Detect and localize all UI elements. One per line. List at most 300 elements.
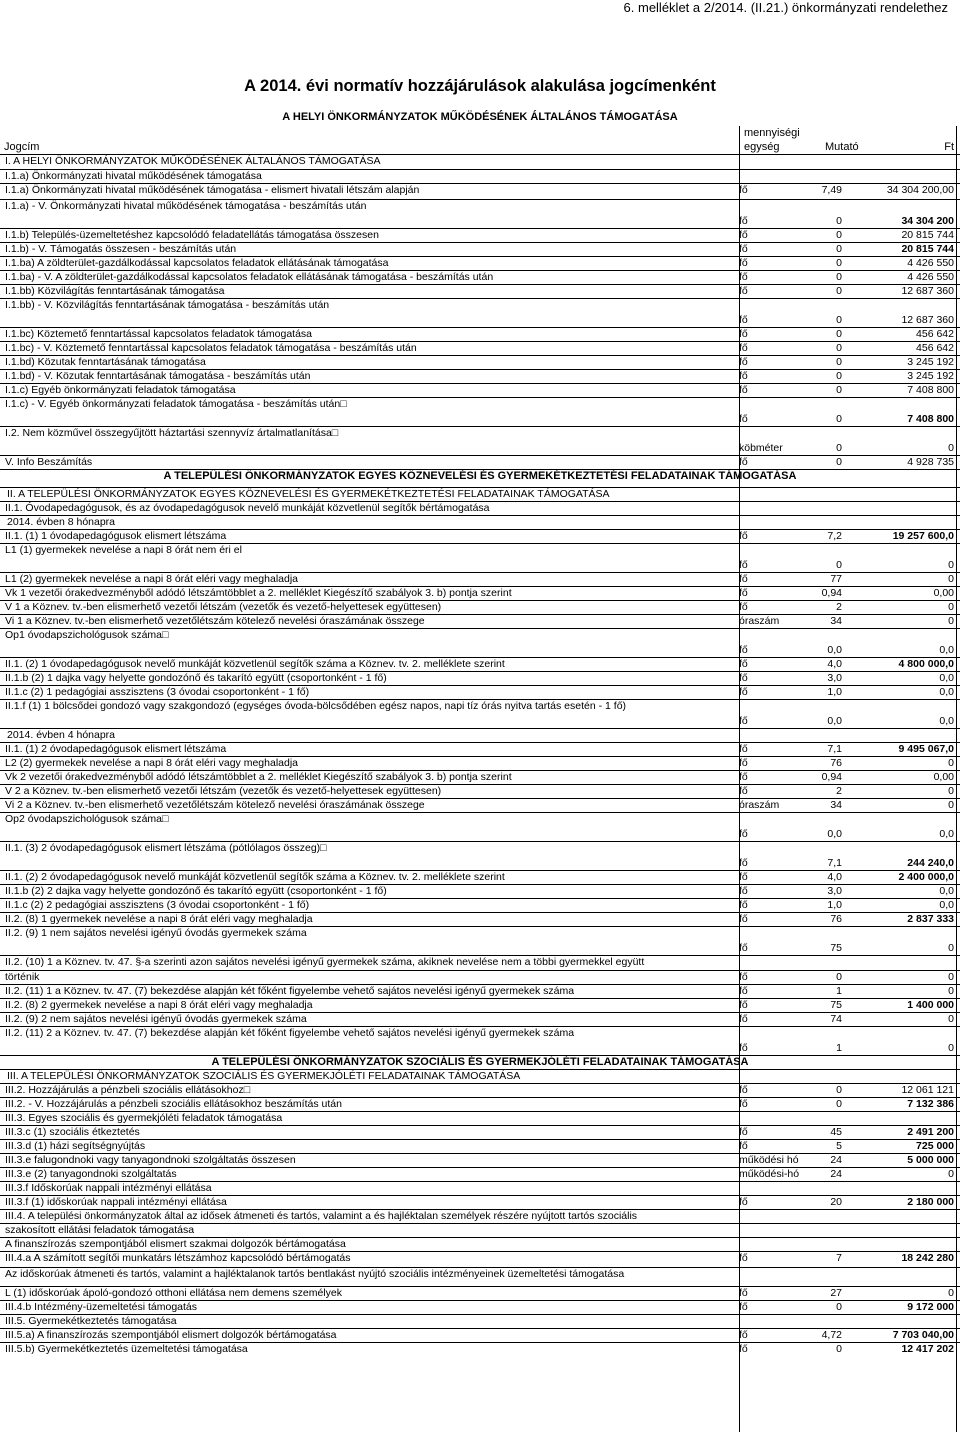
table-row — [0, 487, 960, 501]
row-mutato: 27 — [830, 1287, 842, 1299]
table-row — [0, 383, 960, 397]
row-unit: óraszám — [739, 615, 780, 627]
row-label: III.5.a) A finanszírozás szempontjából elismert dolgozók bértámogatása — [5, 1329, 337, 1341]
row-ft: 2 837 333 — [907, 913, 954, 925]
table-row — [0, 572, 960, 586]
row-unit: fő — [739, 1084, 748, 1096]
row-ft: 3 245 192 — [907, 370, 954, 382]
row-label: I.1.c) Egyéb önkormányzati feladatok támogatása — [5, 384, 236, 396]
row-ft: 0 — [948, 785, 954, 797]
table-row — [0, 341, 960, 355]
row-mutato: 0,94 — [821, 771, 842, 783]
row-unit: fő — [739, 871, 748, 883]
row-mutato: 0 — [836, 384, 842, 396]
row-ft: 7 408 800 — [907, 413, 954, 425]
row-mutato: 74 — [830, 1013, 842, 1025]
row-mutato: 0 — [836, 257, 842, 269]
row-label: III.4.a A számított segítői munkatárs létszámhoz kapcsolódó bértámogatás — [5, 1252, 351, 1264]
table-row — [0, 1251, 960, 1267]
row-unit: fő — [739, 757, 748, 769]
row-label: Vi 2 a Köznev. tv.-ben elismerhető vezetőlétszám kötelező nevelési óraszámának összege — [5, 799, 425, 811]
table-row — [0, 256, 960, 270]
table-row — [0, 327, 960, 341]
row-mutato: 0 — [836, 356, 842, 368]
row-label: II. A TELEPÜLÉSI ÖNKORMÁNYZATOK EGYES KÖZNEVELÉSI ÉS GYERMEKÉTKEZTETÉSI FELADATAINAK TÁMOGATÁSA — [7, 488, 610, 500]
row-unit: fő — [739, 971, 748, 983]
row-ft: 0 — [948, 559, 954, 571]
table-row — [0, 884, 960, 898]
row-mutato: 7,1 — [827, 857, 842, 869]
row-ft: 0,0 — [939, 686, 954, 698]
row-mutato: 0,0 — [827, 715, 842, 727]
table-row — [0, 369, 960, 383]
row-ft: 0 — [948, 573, 954, 585]
row-unit: fő — [739, 184, 748, 196]
table-row — [0, 543, 960, 572]
row-mutato: 4,0 — [827, 871, 842, 883]
table-row — [0, 1300, 960, 1314]
row-mutato: 7,2 — [827, 530, 842, 542]
row-mutato: 0,0 — [827, 644, 842, 656]
row-ft: 0,0 — [939, 828, 954, 840]
table-row — [0, 501, 960, 515]
row-mutato: 0 — [836, 1343, 842, 1355]
row-label: I.1.bb) - V. Közvilágítás fenntartásának támogatása - beszámítás után — [5, 299, 330, 311]
row-label: I.1.ba) A zöldterület-gazdálkodással kapcsolatos feladatok ellátásának támogatása — [5, 257, 389, 269]
row-label: szakosított ellátási feladatok támogatása — [5, 1224, 195, 1236]
header-ft: Ft — [944, 141, 954, 153]
row-ft: 9 172 000 — [907, 1301, 954, 1313]
row-mutato: 0 — [836, 229, 842, 241]
row-mutato: 20 — [830, 1196, 842, 1208]
row-label: 2014. évben 8 hónapra — [7, 516, 116, 528]
row-unit: fő — [739, 1343, 748, 1355]
row-mutato: 0 — [836, 328, 842, 340]
row-ft: 0 — [948, 942, 954, 954]
row-unit: fő — [739, 229, 748, 241]
table-row — [0, 183, 960, 199]
row-label: II.2. (8) 1 gyermekek nevelése a napi 8 órát eléri vagy meghaladja — [5, 913, 313, 925]
row-mutato: 0 — [836, 442, 842, 454]
row-label: II.2. (10) 1 a Köznev. tv. 47. §-a szerinti azon sajátos nevelési igényű gyermekek száma, akiknek nevelése nem a többi gyermekkel együtt — [5, 956, 645, 968]
row-mutato: 75 — [830, 942, 842, 954]
table-row — [0, 841, 960, 870]
row-unit: fő — [739, 1126, 748, 1138]
row-unit: fő — [739, 243, 748, 255]
row-ft: 2 491 200 — [907, 1126, 954, 1138]
row-label: II.1. (1) 2 óvodapedagógusok elismert létszáma — [5, 743, 227, 755]
table-row — [0, 1026, 960, 1055]
table-row — [0, 970, 960, 984]
row-label: I.1.c) - V. Egyéb önkormányzati feladatok támogatása - beszámítás után□ — [5, 398, 347, 410]
row-ft: 0,0 — [939, 885, 954, 897]
row-label: Vi 1 a Köznev. tv.-ben elismerhető vezetőlétszám kötelező nevelési óraszámának összege — [5, 615, 425, 627]
row-label: II.2. (8) 2 gyermekek nevelése a napi 8 órát eléri vagy meghaladja — [5, 999, 313, 1011]
row-ft: 0 — [948, 757, 954, 769]
row-label: II.1.b (2) 1 dajka vagy helyette gondozónő és takarító együtt (csoportonként - 1 fő) — [5, 672, 387, 684]
page-subtitle: A HELYI ÖNKORMÁNYZATOK MŰKÖDÉSÉNEK ÁLTALÁNOS TÁMOGATÁSA — [282, 111, 678, 123]
row-mutato: 0 — [836, 215, 842, 227]
row-label: L (1) időskorúak ápoló-gondozó otthoni ellátása nem demens személyek — [5, 1287, 342, 1299]
row-label: L1 (2) gyermekek nevelése a napi 8 órát eléri vagy meghaladja — [5, 573, 299, 585]
row-unit: óraszám — [739, 799, 780, 811]
row-label: III.3.e falugondnoki vagy tanyagondnoki szolgáltatás összesen — [5, 1154, 296, 1166]
row-label: II.2. (11) 1 a Köznev. tv. 47. (7) bekezdése alapján két főként figyelembe vehető sajátos nevelési igényű gyermekek száma — [5, 985, 575, 997]
table-row — [0, 984, 960, 998]
row-ft: 18 242 280 — [901, 1252, 954, 1264]
row-ft: 0,0 — [939, 644, 954, 656]
row-mutato: 5 — [836, 1140, 842, 1152]
row-mutato: 0,94 — [821, 587, 842, 599]
row-mutato: 77 — [830, 573, 842, 585]
table-row — [0, 728, 960, 742]
row-label: Vk 1 vezetői órakedvezményből adódó létszámtöbblet a 2. melléklet Kiegészítő szabályok 3. b) pontja szerint — [5, 587, 512, 599]
row-ft: 0 — [948, 1013, 954, 1025]
row-unit: fő — [739, 785, 748, 797]
top-note: 6. melléklet a 2/2014. (II.21.) önkormányzati rendelethez — [623, 0, 948, 15]
table-row — [0, 515, 960, 529]
row-ft: 34 304 200,00 — [886, 184, 954, 196]
row-mutato: 0 — [836, 559, 842, 571]
row-mutato: 0 — [836, 456, 842, 468]
row-unit: fő — [739, 356, 748, 368]
row-ft: 1 400 000 — [907, 999, 954, 1011]
table-row — [0, 870, 960, 884]
row-unit: fő — [739, 587, 748, 599]
row-label: II.1. (2) 1 óvodapedagógusok nevelő munkáját közvetlenül segítők száma a Köznev. tv. 2. melléklete szerint — [5, 658, 505, 670]
row-label: Op2 óvodapszichológusok száma□ — [5, 813, 169, 825]
row-label: I.1.b) - V. Támogatás összesen - beszámítás után — [5, 243, 237, 255]
row-label: I.1.bc) Köztemető fenntartással kapcsolatos feladatok támogatása — [5, 328, 313, 340]
table-row — [0, 699, 960, 728]
row-label: II.1. (3) 2 óvodapedagógusok elismert létszáma (pótlólagos összeg)□ — [5, 842, 327, 854]
row-label: III.2. Hozzájárulás a pénzbeli szociális ellátásokhoz□ — [5, 1084, 251, 1096]
row-unit: fő — [739, 456, 748, 468]
row-label: II.1. (2) 2 óvodapedagógusok nevelő munkáját közvetlenül segítők száma a Köznev. tv. 2. melléklete szerint — [5, 871, 505, 883]
row-label: A TELEPÜLÉSI ÖNKORMÁNYZATOK SZOCIÁLIS ÉS GYERMEKJÓLÉTI FELADATAINAK TÁMOGATÁSA — [211, 1056, 749, 1068]
row-label: III.5. Gyermekétkeztetés támogatása — [5, 1315, 177, 1327]
row-label: III.3. Egyes szociális és gyermekjóléti feladatok támogatása — [5, 1112, 283, 1124]
row-unit: működési-hó — [739, 1168, 800, 1180]
row-mutato: 0 — [836, 243, 842, 255]
row-ft: 7 408 800 — [907, 384, 954, 396]
row-ft: 4 928 735 — [907, 456, 954, 468]
row-ft: 12 061 121 — [901, 1084, 954, 1096]
row-label: I.1.bd) - V. Közutak fenntartásának támogatása - beszámítás után — [5, 370, 311, 382]
table-row — [0, 169, 960, 183]
row-ft: 4 426 550 — [907, 257, 954, 269]
row-mutato: 3,0 — [827, 885, 842, 897]
row-label: II.1. (1) 1 óvodapedagógusok elismert létszáma — [5, 530, 227, 542]
row-ft: 456 642 — [916, 328, 954, 340]
table-row — [0, 1314, 960, 1328]
row-ft: 0,0 — [939, 672, 954, 684]
row-label: II.2. (9) 2 nem sajátos nevelési igényű óvodás gyermekek száma — [5, 1013, 307, 1025]
row-ft: 0 — [948, 1287, 954, 1299]
row-unit: fő — [739, 1301, 748, 1313]
row-ft: 2 400 000,0 — [898, 871, 954, 883]
row-label: III.3.d (1) házi segítségnyújtás — [5, 1140, 146, 1152]
table-row — [0, 628, 960, 657]
row-ft: 0,00 — [933, 771, 954, 783]
row-unit: fő — [739, 257, 748, 269]
row-ft: 0,00 — [933, 587, 954, 599]
row-ft: 20 815 744 — [901, 229, 954, 241]
row-ft: 19 257 600,0 — [892, 530, 954, 542]
row-ft: 0,0 — [939, 715, 954, 727]
row-ft: 0 — [948, 1042, 954, 1054]
row-mutato: 0 — [836, 1301, 842, 1313]
row-mutato: 0 — [836, 314, 842, 326]
table-row — [0, 600, 960, 614]
table-row — [0, 1083, 960, 1097]
row-label: II.1.c (2) 1 pedagógiai asszisztens (3 óvodai csoportonként - 1 fő) — [5, 686, 310, 698]
section-heading — [0, 469, 960, 487]
row-mutato: 24 — [830, 1154, 842, 1166]
row-unit: fő — [739, 271, 748, 283]
table-row — [0, 242, 960, 256]
row-mutato: 1,0 — [827, 899, 842, 911]
row-label: Az időskorúak átmeneti és tartós, valamint a hajléktalanok tartós bentlakást nyújtó szociális intézményeinek üzemeltetési támogatása — [5, 1268, 625, 1280]
page-title: A 2014. évi normatív hozzájárulások alakulása jogcímenként — [244, 77, 716, 95]
row-ft: 9 495 067,0 — [898, 743, 954, 755]
table-row — [0, 742, 960, 756]
row-mutato: 7,49 — [821, 184, 842, 196]
header-mutato: Mutató — [825, 141, 859, 153]
row-label: I. A HELYI ÖNKORMÁNYZATOK MŰKÖDÉSÉNEK ÁLTALÁNOS TÁMOGATÁSA — [5, 155, 381, 167]
row-mutato: 0 — [836, 971, 842, 983]
row-unit: fő — [739, 559, 748, 571]
row-unit: fő — [739, 530, 748, 542]
table-row — [0, 270, 960, 284]
row-mutato: 4,0 — [827, 658, 842, 670]
row-unit: fő — [739, 1013, 748, 1025]
row-label: A TELEPÜLÉSI ÖNKORMÁNYZATOK EGYES KÖZNEVELÉSI ÉS GYERMEKÉTKEZTETÉSI FELADATAINAK TÁMOGATÁSA — [163, 470, 797, 482]
table-row — [0, 1181, 960, 1195]
row-unit: fő — [739, 215, 748, 227]
row-unit: köbméter — [739, 442, 783, 454]
row-label: V 2 a Köznev. tv.-ben elismerhető vezetői létszám (vezetők és vezető-helyettesek együttesen) — [5, 785, 442, 797]
row-label: II.2. (11) 2 a Köznev. tv. 47. (7) bekezdése alapján két főként figyelembe vehető sajátos nevelési igényű gyermekek száma — [5, 1027, 575, 1039]
row-label: III.5.b) Gyermekétkeztetés üzemeltetési támogatása — [5, 1343, 248, 1355]
table-row — [0, 228, 960, 242]
table-row — [0, 586, 960, 600]
row-label: 2014. évben 4 hónapra — [7, 729, 116, 741]
row-label: L1 (1) gyermekek nevelése a napi 8 órát nem éri el — [5, 544, 242, 556]
table-row — [0, 912, 960, 926]
table-row — [0, 1139, 960, 1153]
row-ft: 2 180 000 — [907, 1196, 954, 1208]
table-row — [0, 1267, 960, 1286]
row-unit: fő — [739, 1042, 748, 1054]
row-unit: fő — [739, 771, 748, 783]
table-row — [0, 1286, 960, 1300]
row-ft: 4 426 550 — [907, 271, 954, 283]
row-label: I.1.bd) Közutak fenntartásának támogatása — [5, 356, 206, 368]
row-mutato: 45 — [830, 1126, 842, 1138]
row-unit: fő — [739, 985, 748, 997]
row-label: II.1. Óvodapedagógusok, és az óvodapedagógusok nevelő munkáját közvetlenül segítők bértámogatása — [5, 502, 490, 514]
row-unit: fő — [739, 913, 748, 925]
table-row — [0, 529, 960, 543]
row-mutato: 3,0 — [827, 672, 842, 684]
table-row — [0, 1223, 960, 1237]
row-ft: 0 — [948, 615, 954, 627]
row-mutato: 4,72 — [821, 1329, 842, 1341]
row-ft: 12 687 360 — [901, 314, 954, 326]
row-mutato: 1,0 — [827, 686, 842, 698]
table-row — [0, 657, 960, 671]
row-mutato: 7,1 — [827, 743, 842, 755]
row-label: II.1.b (2) 2 dajka vagy helyette gondozónő és takarító együtt (csoportonként - 1 fő) — [5, 885, 387, 897]
row-label: III.3.e (2) tanyagondnoki szolgáltatás — [5, 1168, 177, 1180]
row-mutato: 0 — [836, 1084, 842, 1096]
row-label: V. Info Beszámítás — [5, 456, 93, 468]
table-row — [0, 955, 960, 970]
row-unit: fő — [739, 1287, 748, 1299]
row-unit: fő — [739, 828, 748, 840]
table-row — [0, 1153, 960, 1167]
row-label: A finanszírozás szempontjából elismert szakmai dolgozók bértámogatása — [5, 1238, 346, 1250]
table-row — [0, 1012, 960, 1026]
table-row — [0, 455, 960, 469]
row-label: II.2. (9) 1 nem sajátos nevelési igényű óvodás gyermekek száma — [5, 927, 307, 939]
table-row — [0, 284, 960, 298]
row-unit: fő — [739, 370, 748, 382]
row-ft: 4 800 000,0 — [898, 658, 954, 670]
row-label: III.3.f (1) időskorúak nappali intézményi ellátása — [5, 1196, 227, 1208]
table-row — [0, 1209, 960, 1223]
row-unit: fő — [739, 658, 748, 670]
row-unit: fő — [739, 342, 748, 354]
row-label: V 1 a Köznev. tv.-ben elismerhető vezetői létszám (vezetők és vezető-helyettesek együttesen) — [5, 601, 442, 613]
row-ft: 725 000 — [916, 1140, 954, 1152]
row-mutato: 34 — [830, 615, 842, 627]
table-row — [0, 685, 960, 699]
row-unit: fő — [739, 715, 748, 727]
row-ft: 0 — [948, 985, 954, 997]
row-mutato: 1 — [836, 1042, 842, 1054]
row-ft: 5 000 000 — [907, 1154, 954, 1166]
row-label: I.1.a) Önkormányzati hivatal működésének támogatása — [5, 170, 262, 182]
row-mutato: 76 — [830, 757, 842, 769]
data-table — [0, 155, 960, 1356]
row-ft: 34 304 200 — [901, 215, 954, 227]
row-label: I.1.ba) - V. A zöldterület-gazdálkodással kapcsolatos feladatok ellátásának támogatása - beszámítás után — [5, 271, 494, 283]
row-ft: 244 240,0 — [907, 857, 954, 869]
row-mutato: 0 — [836, 271, 842, 283]
row-mutato: 34 — [830, 799, 842, 811]
row-label: II.1.f (1) 1 bölcsődei gondozó vagy szakgondozó (egységes óvoda-bölcsődében egész napos, napi tíz órás nyitva tartás esetén - 1 fő) — [5, 700, 627, 712]
row-unit: fő — [739, 885, 748, 897]
row-mutato: 0 — [836, 285, 842, 297]
table-row — [0, 1111, 960, 1125]
row-ft: 7 703 040,00 — [892, 1329, 954, 1341]
table-row — [0, 155, 960, 169]
row-ft: 456 642 — [916, 342, 954, 354]
row-ft: 0,0 — [939, 899, 954, 911]
row-label: III.4. A települési önkormányzatok által az idősek átmeneti és tartós, valamint a és hajléktalan személyek részére nyújtott tartós szociális — [5, 1210, 638, 1222]
row-unit: fő — [739, 1098, 748, 1110]
row-unit: fő — [739, 285, 748, 297]
row-unit: fő — [739, 743, 748, 755]
table-row — [0, 1069, 960, 1083]
row-mutato: 0 — [836, 1098, 842, 1110]
table-row — [0, 784, 960, 798]
row-mutato: 76 — [830, 913, 842, 925]
row-unit: fő — [739, 1196, 748, 1208]
row-unit: fő — [739, 1252, 748, 1264]
table-row — [0, 426, 960, 455]
row-mutato: 0 — [836, 370, 842, 382]
row-unit: fő — [739, 328, 748, 340]
table-row — [0, 1167, 960, 1181]
row-unit: fő — [739, 314, 748, 326]
row-mutato: 2 — [836, 785, 842, 797]
row-unit: fő — [739, 942, 748, 954]
row-label: III.2. - V. Hozzájárulás a pénzbeli szociális ellátásokhoz beszámítás után — [5, 1098, 342, 1110]
row-ft: 7 132 386 — [907, 1098, 954, 1110]
table-row — [0, 298, 960, 327]
row-label: III.3.c (1) szociális étkeztetés — [5, 1126, 140, 1138]
row-label: I.1.a) - V. Önkormányzati hivatal működésének támogatása - beszámítás után — [5, 200, 367, 212]
table-row — [0, 199, 960, 228]
table-row — [0, 998, 960, 1012]
table-row — [0, 798, 960, 812]
header-unit-line2: egység — [744, 141, 780, 153]
row-mutato: 1 — [836, 985, 842, 997]
row-mutato: 0,0 — [827, 828, 842, 840]
table-row — [0, 770, 960, 784]
row-unit: fő — [739, 899, 748, 911]
table-row — [0, 614, 960, 628]
row-unit: fő — [739, 1329, 748, 1341]
row-ft: 0 — [948, 1168, 954, 1180]
table-row — [0, 756, 960, 770]
row-label: III.4.b Intézmény-üzemeltetési támogatás — [5, 1301, 198, 1313]
row-unit: fő — [739, 857, 748, 869]
row-unit: fő — [739, 644, 748, 656]
table-row — [0, 397, 960, 426]
row-label: III.3.f Időskorúak nappali intézményi ellátása — [5, 1182, 212, 1194]
table-row — [0, 812, 960, 841]
row-unit: fő — [739, 601, 748, 613]
row-unit: fő — [739, 1140, 748, 1152]
row-mutato: 7 — [836, 1252, 842, 1264]
row-mutato: 0 — [836, 342, 842, 354]
row-label: Op1 óvodapszichológusok száma□ — [5, 629, 169, 641]
row-unit: fő — [739, 672, 748, 684]
row-ft: 20 815 744 — [901, 243, 954, 255]
row-label: I.2. Nem közművel összegyűjtött háztartási szennyvíz ártalmatlanítása□ — [5, 427, 339, 439]
table-row — [0, 1237, 960, 1251]
row-label: I.1.bc) - V. Köztemető fenntartással kapcsolatos feladatok támogatása - beszámítás után — [5, 342, 417, 354]
table-row — [0, 1195, 960, 1209]
row-label: I.1.b) Település-üzemeltetéshez kapcsolódó feladatellátás támogatása összesen — [5, 229, 379, 241]
row-mutato: 2 — [836, 601, 842, 613]
row-ft: 0 — [948, 442, 954, 454]
row-unit: fő — [739, 384, 748, 396]
row-ft: 12 417 202 — [901, 1343, 954, 1355]
row-mutato: 24 — [830, 1168, 842, 1180]
header-unit-line1: mennyiségi — [744, 127, 800, 139]
row-mutato: 75 — [830, 999, 842, 1011]
table-row — [0, 1097, 960, 1111]
table-row — [0, 1125, 960, 1139]
row-unit: fő — [739, 413, 748, 425]
row-ft: 3 245 192 — [907, 356, 954, 368]
header-jogcim: Jogcím — [4, 141, 40, 153]
